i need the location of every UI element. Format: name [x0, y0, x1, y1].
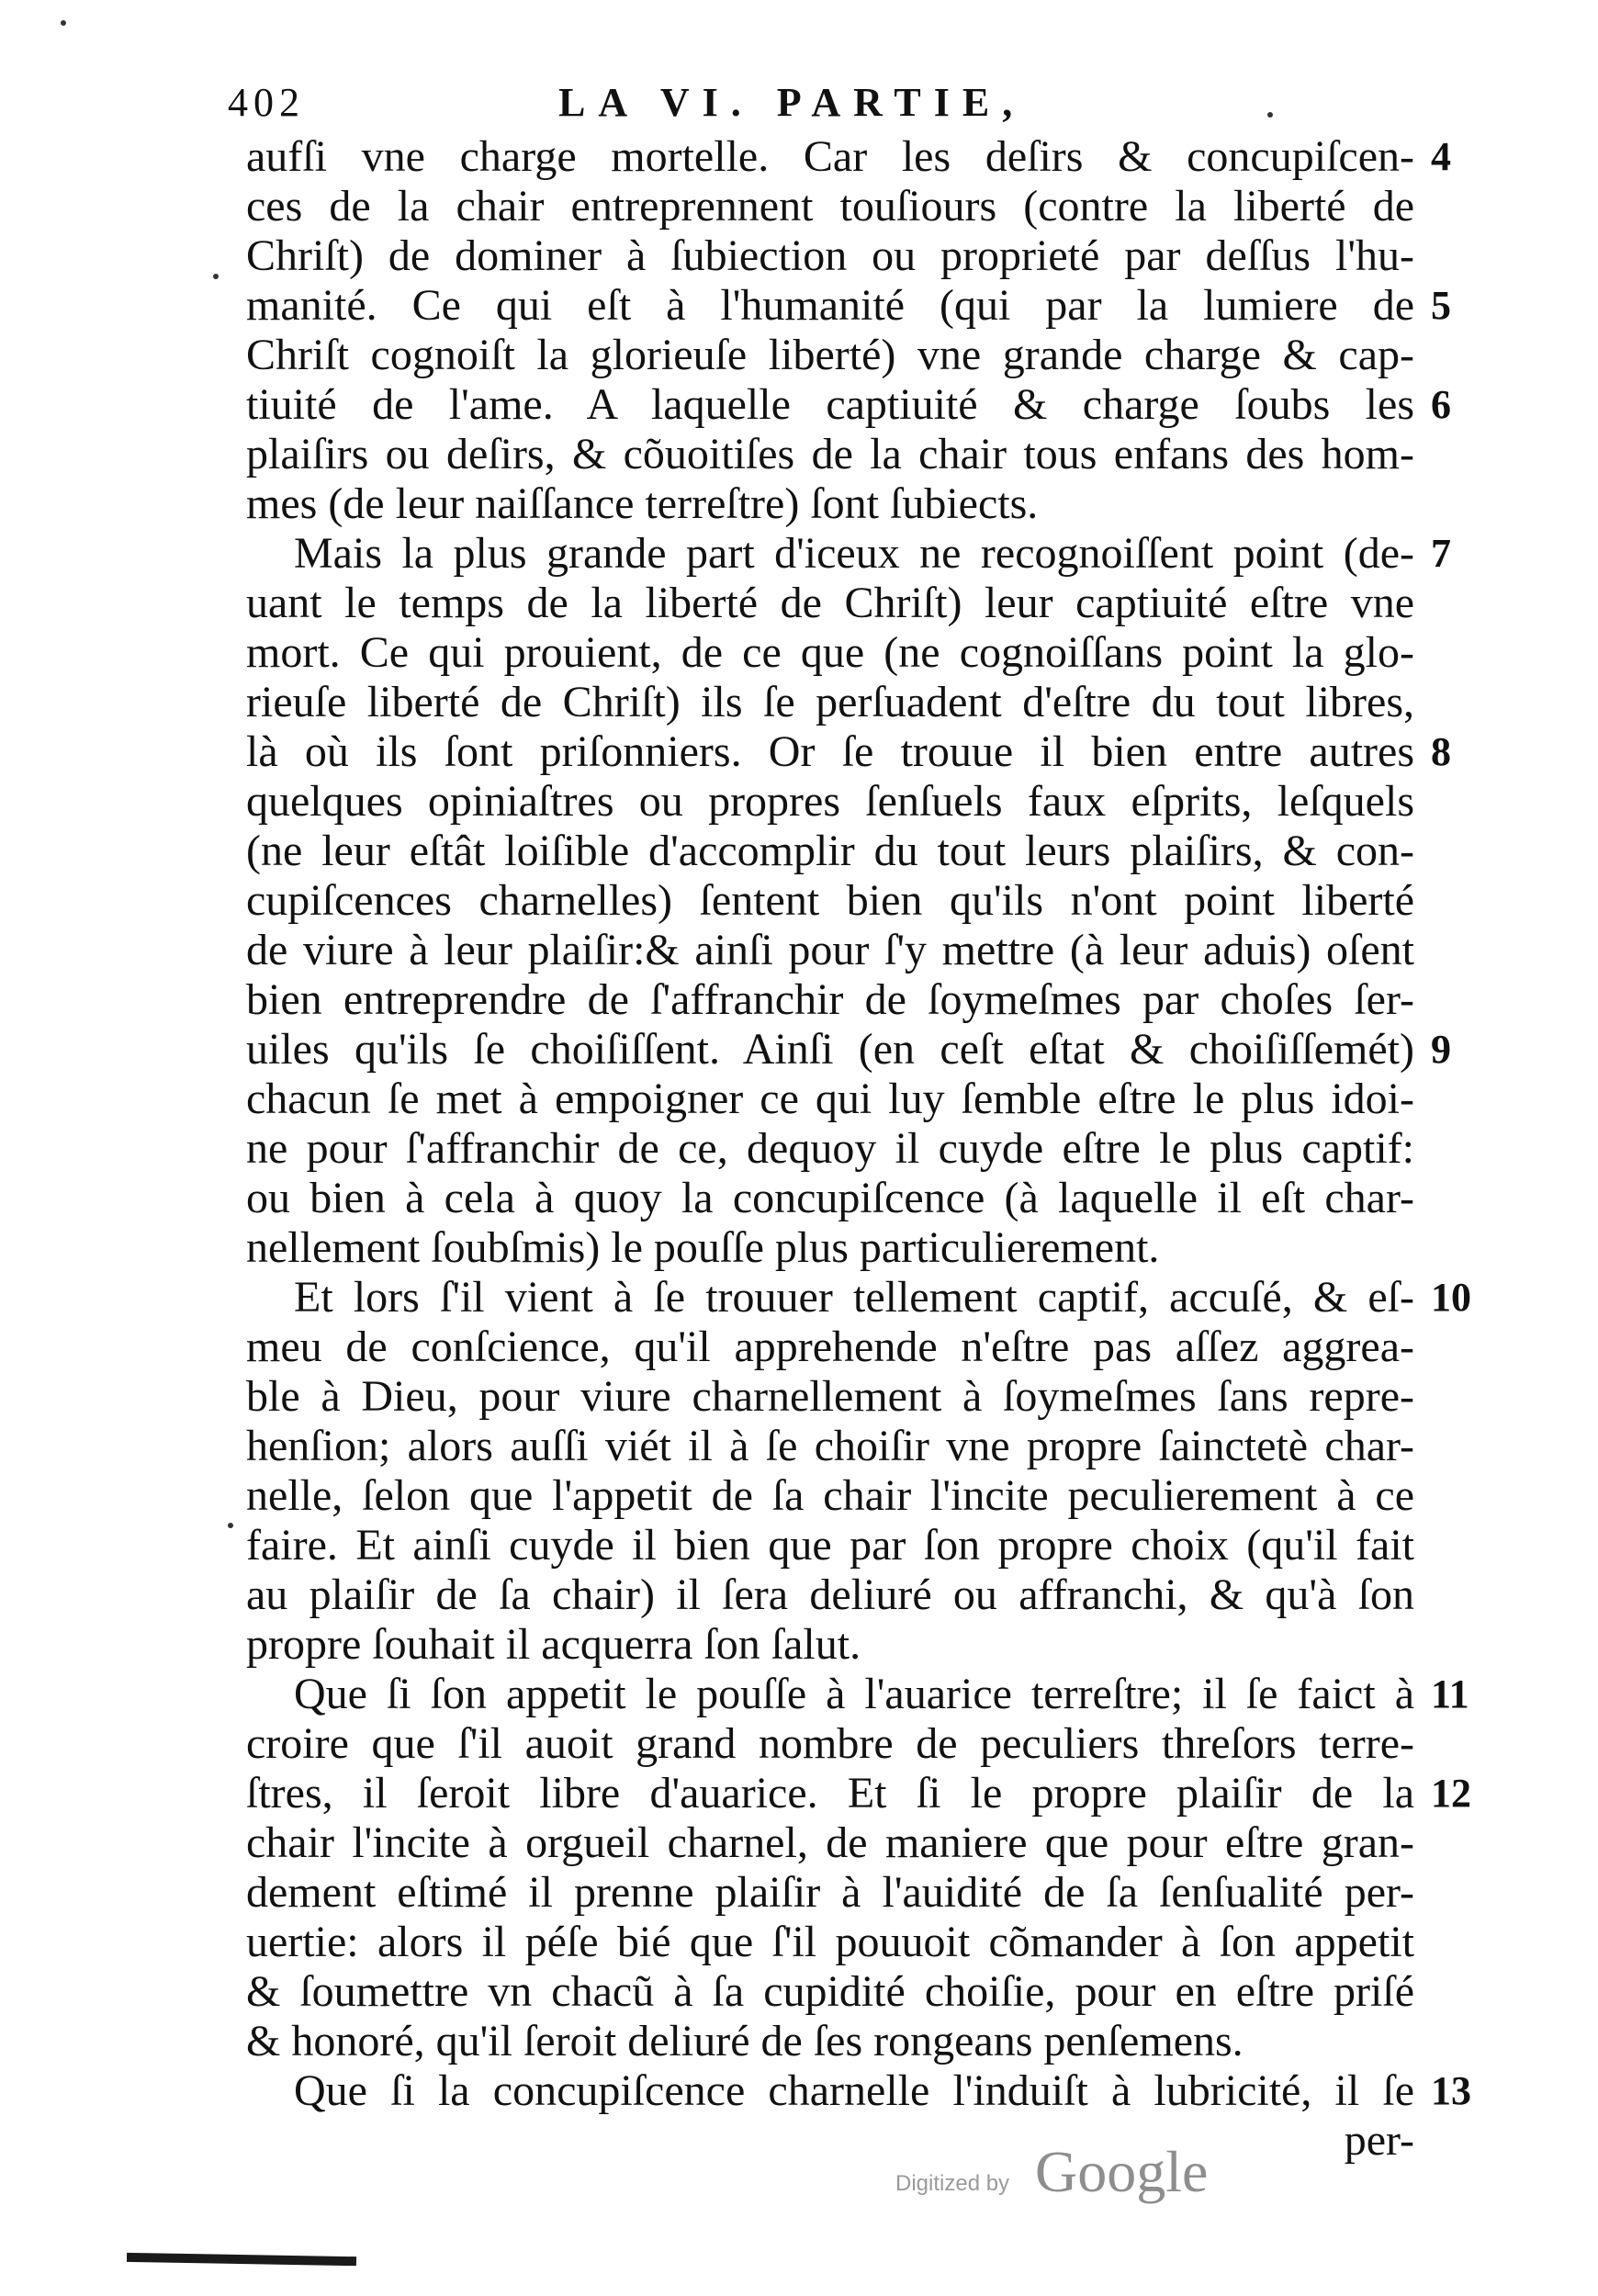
line-text: manité. Ce qui eſt à l'humanité (qui par la lumiere de — [246, 281, 1414, 330]
text-line — [246, 1719, 1414, 1769]
line-text: Chriſt cognoiſt la glorieuſe liberté) vne grande charge & cap- — [246, 331, 1414, 379]
text-line — [246, 727, 1451, 777]
verse-number: 7 — [1431, 531, 1451, 576]
text-line — [246, 1521, 1414, 1570]
text-line — [246, 876, 1414, 926]
text-line — [246, 182, 1414, 231]
text-line — [246, 1967, 1414, 2017]
line-text: (ne leur eſtât loiſible d'accomplir du tout leurs plaiſirs, & con- — [246, 827, 1414, 875]
line-text: croire que ſ'il auoit grand nombre de peculiers threſors terre- — [246, 1719, 1414, 1768]
line-text: Que ſi ſon appetit le pouſſe à l'auarice terreſtre; il ſe faict à — [294, 1670, 1414, 1718]
verse-number: 13 — [1431, 2068, 1471, 2113]
scan-speck — [61, 20, 66, 26]
line-text: Chriſt) de dominer à ſubiection ou proprieté par deſſus l'hu- — [246, 231, 1414, 280]
line-text: quelques opiniaſtres ou propres ſenſuels faux eſprits, leſquels — [246, 777, 1414, 826]
line-text: uiles qu'ils ſe choiſiſſent. Ainſi (en ceſt eſtat & choiſiſſemét) — [246, 1025, 1414, 1074]
running-head: LA VI. PARTIE, — [558, 80, 1026, 125]
line-text: ne pour ſ'affranchir de ce, dequoy il cuyde eſtre le plus captif: — [246, 1124, 1414, 1173]
page-number: 402 — [228, 80, 305, 125]
line-text: là où ils ſont priſonniers. Or ſe trouue il bien entre autres — [246, 727, 1414, 776]
line-text: ou bien à cela à quoy la concupiſcence (à laquelle il eſt char- — [246, 1174, 1414, 1222]
line-text: mes (de leur naiſſance terreſtre) ſont ſubiects. — [246, 479, 1039, 528]
text-line — [246, 975, 1414, 1025]
digitized-by-label: Digitized by — [895, 2171, 1010, 2196]
text-line — [246, 479, 1414, 529]
verse-number: 6 — [1431, 382, 1451, 427]
text-line — [246, 1868, 1414, 1918]
line-text: ſtres, il ſeroit libre d'auarice. Et ſi le propre plaiſir de la — [246, 1769, 1414, 1818]
verse-number: 11 — [1431, 1671, 1469, 1716]
text-line — [246, 1223, 1414, 1273]
line-text: cupiſcences charnelles) ſentent bien qu'ils n'ont point liberté — [246, 876, 1414, 925]
text-line — [246, 1025, 1451, 1075]
line-text: ces de la chair entreprennent touſiours (contre la liberté de — [246, 182, 1414, 231]
digitization-watermark — [895, 2140, 1263, 2213]
text-line — [246, 2017, 1414, 2066]
text-line — [246, 281, 1451, 331]
page-header — [228, 75, 1412, 130]
line-text: Mais la plus grande part d'iceux ne recognoiſſent point (de- — [294, 529, 1414, 578]
line-text: aufſi vne charge mortelle. Car les deſirs & concupiſcen- — [246, 132, 1414, 181]
verse-number: 10 — [1431, 1275, 1471, 1320]
text-line — [246, 777, 1414, 827]
text-line — [246, 380, 1451, 430]
text-line — [246, 1075, 1414, 1124]
line-text: uant le temps de la liberté de Chriſt) leur captiuité eſtre vne — [246, 579, 1414, 627]
text-line — [246, 430, 1414, 479]
line-text: henſion; alors auſſi viét il à ſe choiſir vne propre ſainctetè char- — [246, 1422, 1414, 1470]
text-line — [246, 1372, 1414, 1422]
text-line — [246, 678, 1414, 727]
line-text: propre ſouhait il acquerra ſon ſalut. — [246, 1620, 861, 1669]
line-text: chacun ſe met à empoigner ce qui luy ſemble eſtre le plus idoi- — [246, 1075, 1414, 1123]
text-line — [246, 628, 1414, 678]
text-line — [246, 1620, 1414, 1670]
body-text — [246, 132, 1471, 2166]
text-line — [246, 827, 1414, 876]
verse-number: 4 — [1431, 134, 1451, 179]
line-text: rieuſe liberté de Chriſt) ils ſe perſuadent d'eſtre du tout libres, — [246, 678, 1414, 726]
text-line — [246, 1273, 1471, 1322]
line-text: Et lors ſ'il vient à ſe trouuer tellement captif, accuſé, & eſ- — [294, 1273, 1414, 1322]
line-text: nelle, ſelon que l'appetit de ſa chair l'incite peculierement à ce — [246, 1471, 1414, 1520]
line-text: meu de conſcience, qu'il apprehende n'eſtre pas aſſez aggrea- — [246, 1322, 1414, 1371]
verse-number: 9 — [1431, 1027, 1451, 1072]
line-text: tiuité de l'ame. A laquelle captiuité & charge ſoubs les — [246, 380, 1414, 429]
text-line — [246, 1322, 1414, 1372]
text-line — [246, 1124, 1414, 1174]
text-line — [246, 331, 1414, 380]
text-line — [246, 1769, 1471, 1818]
text-line — [246, 579, 1414, 628]
line-text: nellement ſoubſmis) le pouſſe plus particulierement. — [246, 1223, 1160, 1272]
scan-speck — [228, 1523, 233, 1528]
text-line — [246, 1174, 1414, 1223]
line-text: & ſoumettre vn chacũ à ſa cupidité choiſie, pour en eſtre priſé — [246, 1967, 1414, 2016]
text-line — [246, 2066, 1471, 2116]
line-text: de viure à leur plaiſir:& ainſi pour ſ'y mettre (à leur aduis) oſent — [246, 926, 1414, 974]
text-line — [246, 132, 1451, 182]
catchword-text: per- — [1344, 2116, 1414, 2165]
text-line — [246, 1918, 1414, 1967]
line-text: chair l'incite à orgueil charnel, de maniere que pour eſtre gran- — [246, 1818, 1414, 1867]
scan-speck — [1267, 112, 1273, 118]
line-text: mort. Ce qui prouient, de ce que (ne cognoiſſans point la glo- — [246, 628, 1414, 677]
line-text: & honoré, qu'il ſeroit deliuré de ſes rongeans penſemens. — [246, 2017, 1244, 2065]
google-logo: Google — [1035, 2139, 1209, 2204]
line-text: Que ſi la concupiſcence charnelle l'induiſt à lubricité, il ſe — [294, 2066, 1414, 2115]
text-line — [246, 1570, 1414, 1620]
text-line — [246, 1422, 1414, 1471]
line-text: faire. Et ainſi cuyde il bien que par ſon propre choix (qu'il fait — [246, 1521, 1414, 1570]
line-text: plaiſirs ou deſirs, & cõuoitiſes de la chair tous enfans des hom- — [246, 430, 1414, 478]
scan-edge-mark — [127, 2253, 356, 2266]
line-text: bien entreprendre de ſ'affranchir de ſoymeſmes par choſes ſer- — [246, 975, 1414, 1024]
text-line — [246, 1670, 1469, 1719]
scan-speck — [213, 274, 219, 279]
text-line — [246, 231, 1414, 281]
line-text: uertie: alors il péſe bié que ſ'il pouuoit cõmander à ſon appetit — [246, 1918, 1414, 1966]
verse-number: 5 — [1431, 283, 1451, 328]
verse-number: 12 — [1431, 1771, 1471, 1816]
verse-number: 8 — [1431, 729, 1451, 774]
line-text: ble à Dieu, pour viure charnellement à ſoymeſmes ſans repre- — [246, 1372, 1414, 1421]
line-text: dement eſtimé il prenne plaiſir à l'auidité de ſa ſenſualité per- — [246, 1868, 1414, 1917]
text-line — [246, 926, 1414, 975]
text-line — [246, 529, 1451, 579]
text-line — [246, 1471, 1414, 1521]
line-text: au plaiſir de ſa chair) il ſera deliuré ou affranchi, & qu'à ſon — [246, 1570, 1414, 1619]
text-line — [246, 1818, 1414, 1868]
